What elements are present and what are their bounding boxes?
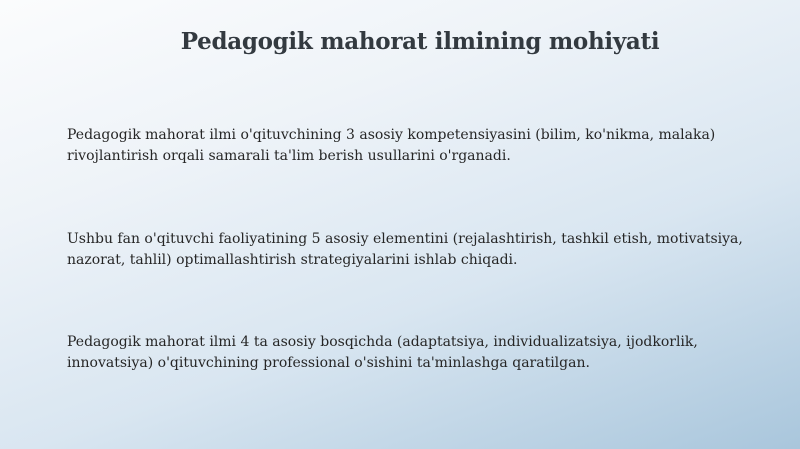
paragraph-activity-elements: Ushbu fan o'qituvchi faoliyatining 5 asosiy elementini (rejalashtirish, tashkil etish, motivatsiya, nazorat, tahlil) optimallashtirish strategiyalarini ishlab chiqadi. <box>67 231 743 268</box>
paragraph-competencies: Pedagogik mahorat ilmi o'qituvchining 3 asosiy kompetensiyasini (bilim, ko'nikma, malaka) rivojlantirish orqali samarali ta'lim berish usullarini o'rganadi. <box>67 127 716 164</box>
slide-title: Pedagogik mahorat ilmining mohiyati <box>180 28 660 55</box>
paragraph-growth-stages: Pedagogik mahorat ilmi 4 ta asosiy bosqichda (adaptatsiya, individualizatsiya, ijodkorlik, innovatsiya) o'qituvchining professional o'sishini ta'minlashga qaratilgan. <box>67 334 698 371</box>
